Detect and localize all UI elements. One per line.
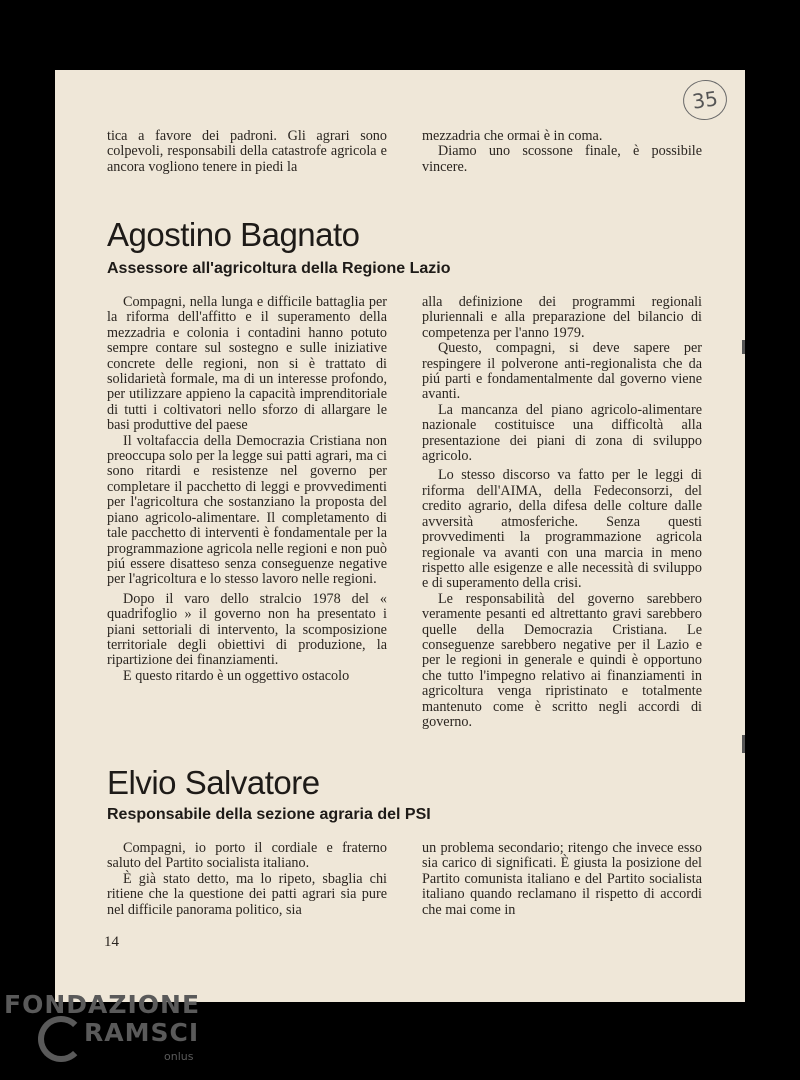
speaker-role-subheading: Responsabile della sezione agraria del PSI: [107, 806, 431, 823]
paragraph: Compagni, nella lunga e difficile battaglia per la riforma dell'affitto e il superamento della mezzadria e colonia i contadini hanno potuto sempre contare sul sostegno e sulle iniziative concrete delle regioni, non si è trattato di solidarietà formale, ma di un interesse profondo, per utilizzare appieno la capacità imprenditoriale di tutti i coltivatori nello sforzo di allargare le basi produttive del paese: [107, 294, 387, 434]
watermark-line1: FONDAZIONE: [4, 990, 201, 1019]
paragraph: Compagni, io porto il cordiale e fraterno saluto del Partito socialista italiano.: [107, 840, 387, 872]
paragraph: alla definizione dei programmi regionali pluriennali e alla preparazione del bilancio di competenza per l'anno 1979.: [422, 294, 702, 341]
fondazione-gramsci-watermark: [4, 990, 204, 1070]
watermark-line2: RAMSCI: [84, 1018, 200, 1047]
paragraph: un problema secondario; ritengo che invece esso sia carico di significati. È giusta la posizione del Partito comunista italiano e del Partito socialista italiano quando reclamano il rispetto di accordi che mai come in: [422, 840, 702, 918]
paragraph: tica a favore dei padroni. Gli agrari sono colpevoli, responsabili della catastrofe agricola e ancora vogliono tenere in piedi la: [107, 128, 387, 175]
watermark-g-logo-icon: [38, 1016, 84, 1062]
section2-right-column: [422, 841, 702, 918]
watermark-line3: onlus: [164, 1050, 194, 1063]
top-left-column: [107, 129, 387, 175]
paragraph: Il voltafaccia della Democrazia Cristiana non preoccupa solo per la legge sui patti agrari, ma ci sono ritardi e resistenze nel governo per completare il pacchetto di leggi e provvedimenti per l'agricoltura che sostanziano la proposta del piano agricolo-alimentare. Il completamento di tale pacchetto di interventi è fondamentale per la programmazione agricola nelle regioni e non può piú essere disatteso senza conseguenze negative per l'agricoltura e lo stesso lavoro nelle regioni.: [107, 432, 387, 588]
speaker-role-subheading: Assessore all'agricoltura della Regione Lazio: [107, 260, 451, 277]
speaker-name-heading: Agostino Bagnato: [107, 216, 360, 253]
document-page: [55, 70, 745, 1002]
paragraph: Dopo il varo dello stralcio 1978 del « quadrifoglio » il governo non ha presentato i piani settoriali di intervento, la scomposizione territoriale degli obiettivi di produzione, la ripartizione dei finanziamenti.: [107, 590, 387, 669]
paragraph: La mancanza del piano agricolo-alimentare nazionale costituisce una difficoltà alla presentazione dei piani di zona di sviluppo agricolo.: [422, 401, 702, 465]
paragraph: mezzadria che ormai è in coma.: [422, 128, 603, 144]
section2-left-column: [107, 841, 387, 918]
paragraph: È già stato detto, ma lo ripeto, sbaglia chi ritiene che la questione dei patti agrari sia pure nel difficile panorama politico, sia: [107, 870, 387, 918]
paragraph: Questo, compagni, si deve sapere per respingere il polverone anti-regionalista che da piú parti e fondamentalmente dal governo viene avanti.: [422, 340, 702, 403]
scan-edge-mark: [742, 340, 745, 354]
top-right-column: [422, 129, 702, 175]
section1-left-column: [107, 295, 387, 684]
speaker-name-heading: Elvio Salvatore: [107, 764, 320, 801]
scan-edge-mark: [742, 735, 745, 753]
page-number: 14: [104, 934, 119, 950]
paragraph: Diamo uno scossone finale, è possibile vincere.: [422, 143, 702, 175]
handwritten-page-number: 35: [680, 77, 729, 123]
paragraph: Le responsabilità del governo sarebbero veramente pesanti ed altrettanto gravi sarebbero quelle della Democrazia Cristiana. Le conseguenze sarebbero negative per il Lazio e per le regioni in generale e quindi è opportuno che tutto l'impegno relativo ai finanziamenti in agricoltura venga ripristinato e totalmente mantenuto come è scritto negli accordi di governo.: [422, 590, 702, 730]
paragraph: Lo stesso discorso va fatto per le leggi di riforma dell'AIMA, della Fedeconsorzi, del credito agrario, della difesa delle colture dalle avversità atmosferiche. Senza questi provvedimenti la programmazione agricola regionale va avanti con una marcia in meno rispetto alle esigenze e alle necessità di sviluppo e di superamento della crisi.: [422, 467, 702, 592]
section1-right-column: [422, 295, 702, 730]
paragraph: E questo ritardo è un oggettivo ostacolo: [123, 667, 350, 684]
